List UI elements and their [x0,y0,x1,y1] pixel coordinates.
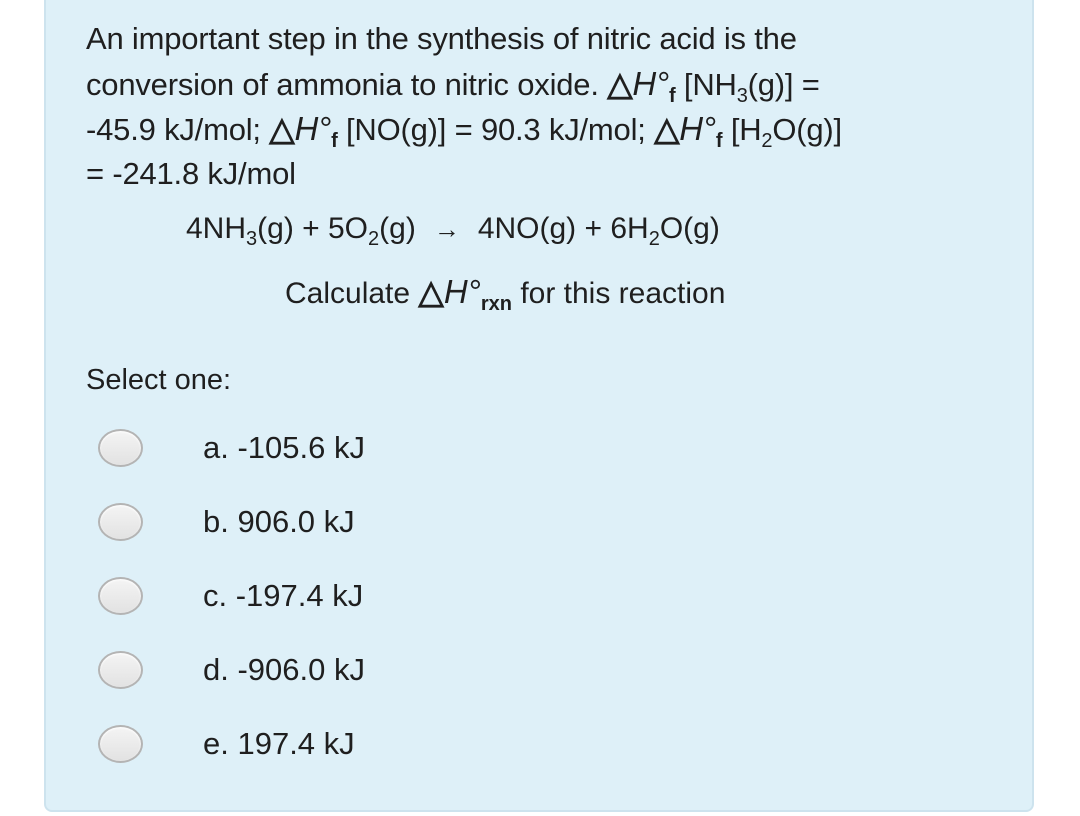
answer-option-label[interactable]: c. -197.4 kJ [203,578,364,613]
answer-option-label[interactable]: d. -906.0 kJ [203,652,365,687]
question-line-4: = -241.8 kJ/mol [86,156,296,191]
answer-option-d[interactable] [98,650,365,690]
question-line-3: -45.9 kJ/mol; $\triangle H^\circ_f$ [NO(g)] = 90.3 kJ/mol; $\triangle H^\circ_f$ $[H_2O(g)]$ [86,110,842,152]
radio-button[interactable] [98,577,143,615]
answer-option-e[interactable] [98,724,355,764]
reaction-arrow-icon: → [433,214,460,244]
answer-option-label[interactable]: b. 906.0 kJ [203,504,355,539]
calculate-prompt: Calculate $\triangle H^\circ_{rxn}$ for this reaction [285,273,726,315]
reaction-equation: $4NH_3(g) + 5O_2(g) \to 4NO(g) + 6H_2O(g)$ [186,212,720,250]
answer-option-a[interactable] [98,428,365,468]
answer-option-label[interactable]: e. 197.4 kJ [203,726,355,761]
radio-button[interactable] [98,429,143,467]
answer-option-b[interactable] [98,502,355,542]
radio-button[interactable] [98,651,143,689]
answer-option-label[interactable]: a. -105.6 kJ [203,430,365,465]
delta-h-symbol: $\triangle H^\circ_f$ [607,65,676,107]
question-line-1: An important step in the synthesis of nitric acid is the [86,21,797,56]
radio-button[interactable] [98,725,143,763]
select-one-label: Select one: [86,364,232,396]
question-text [86,16,946,196]
delta-h-symbol: $\triangle H^\circ_f$ [269,110,338,152]
question-line-2: conversion of ammonia to nitric oxide. $\triangle H^\circ_f$ $[NH_3(g)]$ = [86,65,820,107]
answer-option-c[interactable] [98,576,363,616]
delta-h-symbol: $\triangle H^\circ_f$ [654,110,723,152]
radio-button[interactable] [98,503,143,541]
delta-h-symbol: $\triangle H^\circ_{rxn}$ [418,273,512,315]
